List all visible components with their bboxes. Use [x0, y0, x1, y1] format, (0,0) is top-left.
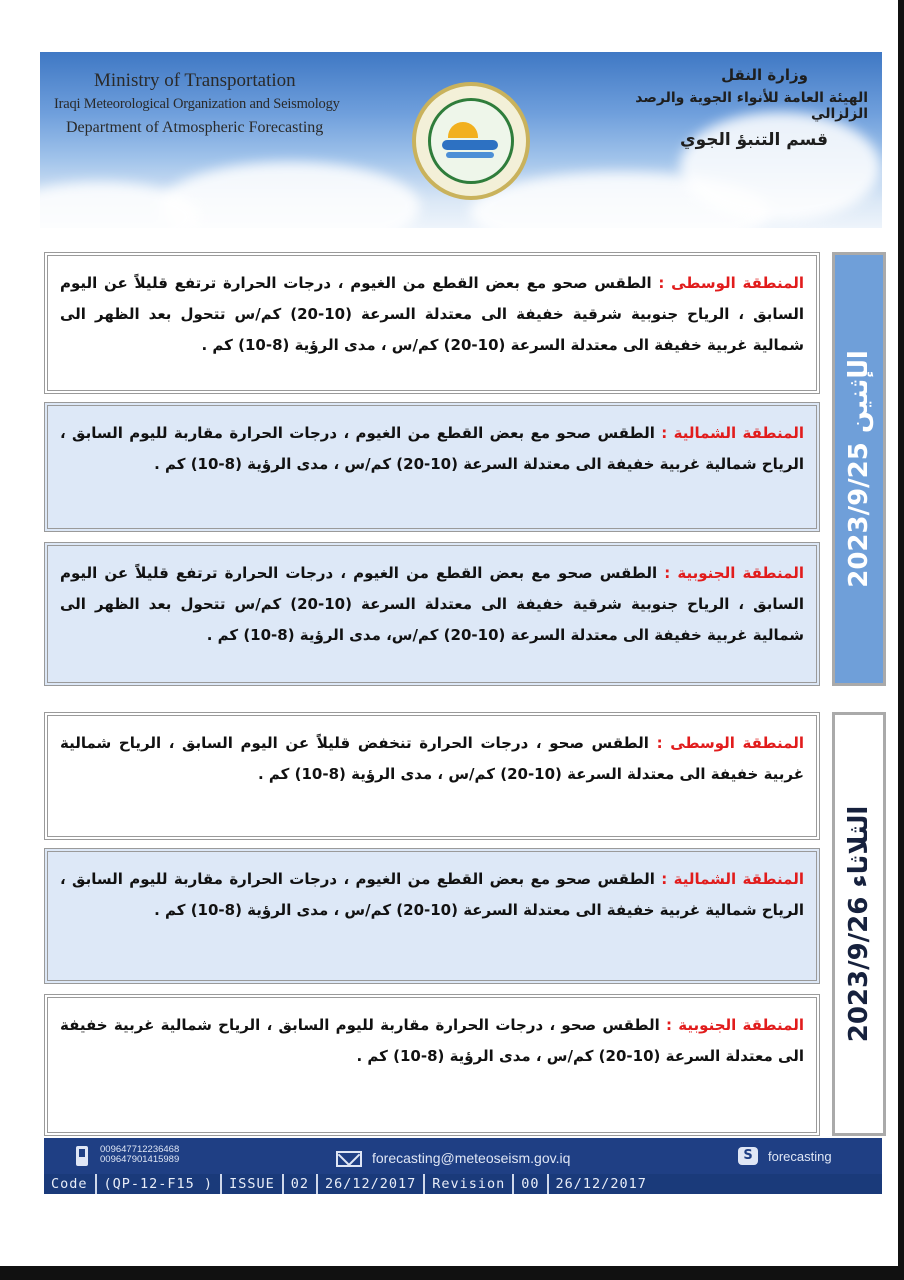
region-box-south — [44, 542, 820, 686]
phone-number: 009647901415989 — [100, 1154, 180, 1165]
ministry-en: Ministry of Transportation — [94, 70, 296, 91]
region-name: المنطقة الجنوبية : — [664, 564, 804, 582]
region-box-central — [44, 252, 820, 394]
document-code-bar — [44, 1174, 882, 1194]
header-arabic — [578, 66, 868, 150]
region-box-north — [44, 848, 820, 984]
region-box-south — [44, 994, 820, 1136]
phone-numbers — [100, 1145, 179, 1165]
code-cell: (QP-12-F15 ) — [97, 1174, 223, 1194]
ministry-ar: وزارة النقل — [721, 66, 808, 84]
code-cell: Revision — [425, 1174, 514, 1194]
region-name: المنطقة الوسطى : — [656, 734, 804, 752]
region-box-central — [44, 712, 820, 840]
organization-logo-icon — [412, 82, 530, 200]
department-en: Department of Atmospheric Forecasting — [66, 119, 324, 136]
footer-contact-row — [44, 1138, 882, 1174]
code-cell: ISSUE — [222, 1174, 284, 1194]
phone-number: 009647712236468 — [100, 1144, 180, 1155]
code-cell: 26/12/2017 — [318, 1174, 425, 1194]
mail-icon — [336, 1151, 362, 1167]
region-name: المنطقة الشمالية : — [661, 424, 804, 442]
day-label: الإثنين 2023/9/25 — [844, 350, 874, 588]
region-name: المنطقة الشمالية : — [661, 870, 804, 888]
header-banner — [40, 52, 882, 228]
forecast-day-1 — [44, 252, 886, 686]
skype-icon: S — [738, 1147, 758, 1165]
code-cell: Code — [44, 1174, 97, 1194]
organization-en: Iraqi Meteorological Organization and Seismology — [54, 96, 340, 112]
day-label: الثلاثاء 2023/9/26 — [844, 805, 874, 1043]
region-forecast: الطقس صحو مع بعض القطع من الغيوم ، درجات الحرارة مقاربة لليوم السابق ، الرياح شمالية غربية خفيفة الى معتدلة السرعة (10-20) كم/س ، مدى الرؤية (8-10) كم . — [60, 870, 804, 919]
region-box-north — [44, 402, 820, 532]
skype-handle[interactable]: forecasting — [768, 1149, 832, 1164]
region-forecast: الطقس صحو مع بعض القطع من الغيوم ، درجات الحرارة مقاربة لليوم السابق ، الرياح شمالية غربية خفيفة الى معتدلة السرعة (10-20) كم/س ، مدى الرؤية (8-10) كم . — [60, 424, 804, 473]
email-address[interactable]: forecasting@meteoseism.gov.iq — [372, 1150, 571, 1166]
forecast-day-2 — [44, 712, 886, 1136]
code-cell: 00 — [514, 1174, 548, 1194]
day-label-panel — [832, 252, 886, 686]
day-label-panel — [832, 712, 886, 1136]
code-cell: 26/12/2017 — [555, 1176, 647, 1192]
organization-ar: الهيئة العامة للأنواء الجوية والرصد الزلزالي — [635, 90, 868, 122]
region-forecast: الطقس صحو ، درجات الحرارة مقاربة لليوم السابق ، الرياح شمالية غربية خفيفة الى معتدلة السرعة (10-20) كم/س ، مدى الرؤية (8-10) كم . — [60, 1016, 804, 1065]
region-name: المنطقة الوسطى : — [658, 274, 804, 292]
department-ar: قسم التنبؤ الجوي — [680, 130, 828, 150]
phone-icon — [76, 1146, 88, 1166]
region-name: المنطقة الجنوبية : — [666, 1016, 804, 1034]
footer — [44, 1138, 882, 1194]
region-forecast: الطقس صحو مع بعض القطع من الغيوم ، درجات الحرارة ترتفع قليلاً عن اليوم السابق ، الرياح جنوبية شرقية خفيفة الى معتدلة السرعة (10-20) كم/س تتحول بعد الظهر الى شمالية غربية خفيفة الى معتدلة السرعة (10-20) كم/س، مدى الرؤية (8-10) كم . — [60, 564, 804, 644]
region-forecast: الطقس صحو مع بعض القطع من الغيوم ، درجات الحرارة ترتفع قليلاً عن اليوم السابق ، الرياح جنوبية شرقية خفيفة الى معتدلة السرعة (10-20) كم/س تتحول بعد الظهر الى شمالية غربية خفيفة الى معتدلة السرعة (10-20) كم/س ، مدى الرؤية (8-10) كم . — [60, 274, 804, 354]
region-forecast: الطقس صحو ، درجات الحرارة تنخفض قليلاً عن اليوم السابق ، الرياح شمالية غربية خفيفة الى معتدلة السرعة (10-20) كم/س ، مدى الرؤية (8-10) كم . — [60, 734, 804, 783]
header-english — [54, 70, 354, 137]
code-cell: 02 — [284, 1174, 318, 1194]
